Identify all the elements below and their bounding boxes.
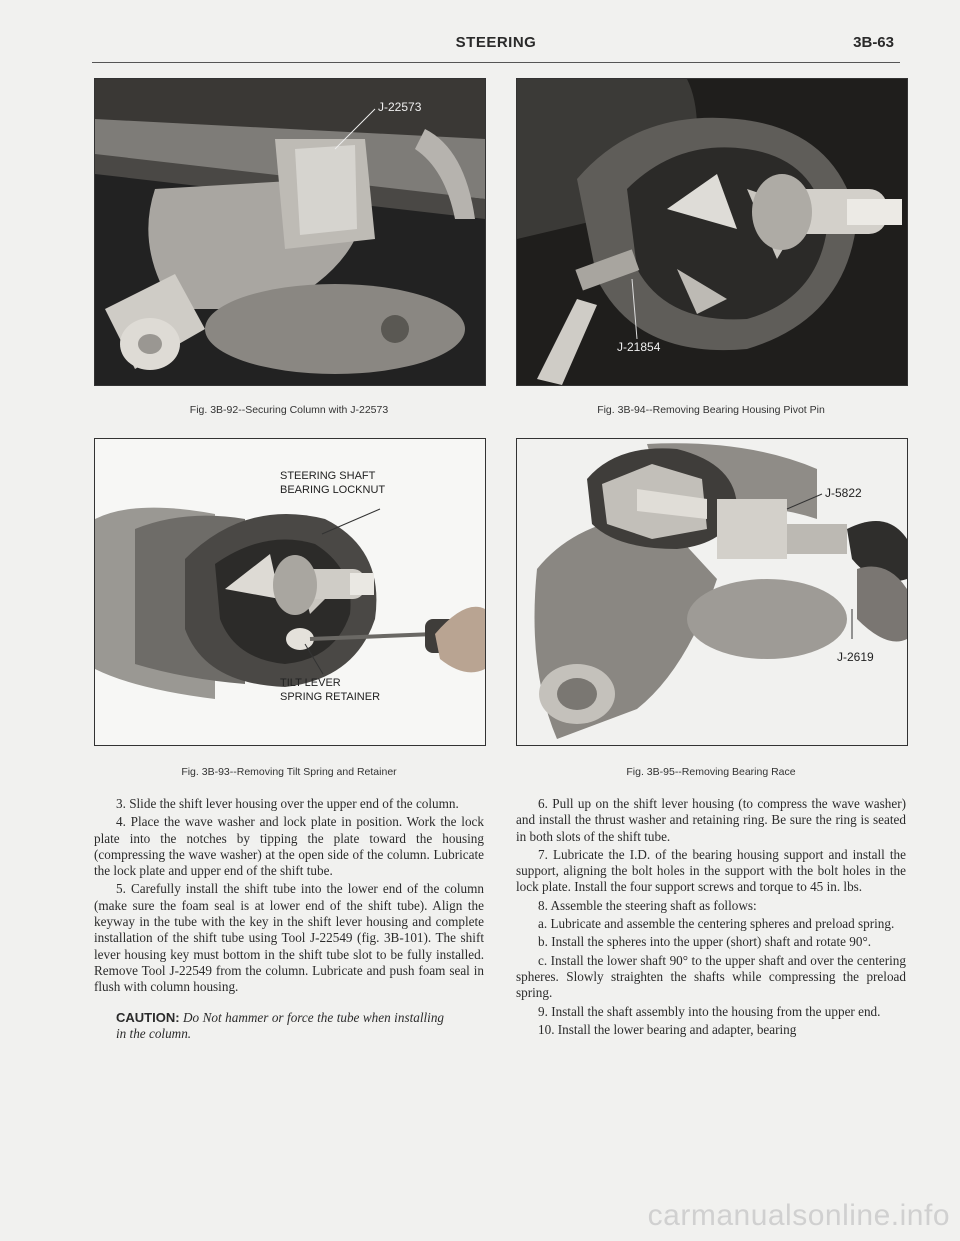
callout-steering-shaft: STEERING SHAFT	[280, 470, 376, 482]
callout-bearing-locknut: BEARING LOCKNUT	[280, 484, 386, 496]
paragraph-step-7: 7. Lubricate the I.D. of the bearing housing support and install the support, aligning the bolt holes in the support with the bolt holes in the lock plate. Install the four support screws and torque to 45 in. lbs.	[516, 846, 906, 895]
paragraph-step-8b: b. Install the spheres into the upper (short) shaft and rotate 90°.	[538, 934, 872, 950]
left-text-column	[94, 796, 484, 1042]
figure-3b-95-photo	[516, 438, 908, 746]
callout-j22573: J-22573	[378, 100, 422, 114]
paragraph-step-10: 10. Install the lower bearing and adapter, bearing	[538, 1021, 797, 1037]
figure-3b-92-photo	[94, 78, 486, 386]
figure-3b-94-caption: Fig. 3B-94--Removing Bearing Housing Pivot Pin	[597, 404, 825, 416]
figure-3b-93-photo	[94, 438, 486, 746]
callout-j21854: J-21854	[617, 340, 661, 354]
page-number: 3B-63	[853, 34, 894, 51]
paragraph-step-9: 9. Install the shaft assembly into the housing from the upper end.	[538, 1003, 881, 1019]
paragraph-step-8a: a. Lubricate and assemble the centering spheres and preload spring.	[538, 916, 895, 932]
figure-3b-94-photo	[516, 78, 908, 386]
figure-3b-93-caption: Fig. 3B-93--Removing Tilt Spring and Retainer	[181, 766, 397, 778]
paragraph-step-4: 4. Place the wave washer and lock plate in position. Work the lock plate into the notches by tipping the plate toward the housing (compressing the wave washer) at the open side of the column. Lubricate the lock plate and upper end of the shift tube.	[94, 814, 484, 879]
caution-note	[94, 1010, 484, 1043]
callout-j2619: J-2619	[837, 650, 874, 664]
page-header	[92, 28, 900, 63]
paragraph-step-8: 8. Assemble the steering shaft as follows:	[538, 897, 757, 913]
figure-3b-95-caption: Fig. 3B-95--Removing Bearing Race	[626, 766, 796, 778]
caution-label: CAUTION:	[116, 1009, 180, 1025]
figure-3b-92-caption: Fig. 3B-92--Securing Column with J-22573	[189, 404, 389, 416]
paragraph-step-3: 3. Slide the shift lever housing over the upper end of the column.	[116, 796, 459, 811]
callout-j5822: J-5822	[825, 486, 862, 500]
site-watermark: carmanualsonline.info	[647, 1199, 950, 1232]
paragraph-step-6: 6. Pull up on the shift lever housing (to compress the wave washer) and install the thrust washer and retaining ring. Be sure the ring is seated in both slots of the shift tube.	[516, 796, 906, 844]
section-title: STEERING	[455, 34, 537, 51]
callout-spring-retainer: SPRING RETAINER	[280, 691, 381, 703]
paragraph-step-5: 5. Carefully install the shift tube into the lower end of the column (make sure the foam seal is at lower end of the shift tube). Align the keyway in the tube with the key in the shift lever housing and complete installation of the shift tube using Tool J-22549 (fig. 3B-101). The shift lever housing key must bottom in the shift tube slot to be fully installed. Remove Tool J-22549 from the column. Lubricate and push foam seal in flush with column housing.	[94, 881, 484, 995]
paragraph-step-8c: c. Install the lower shaft 90° to the upper shaft and over the centering spheres. Slowly straighten the shafts while compressing the preload spring.	[516, 952, 906, 1001]
caution-text: Do Not hammer or force the tube when installing in the column.	[116, 1009, 445, 1041]
right-text-column	[516, 796, 906, 1040]
callout-tilt-lever: TILT LEVER	[280, 677, 341, 689]
